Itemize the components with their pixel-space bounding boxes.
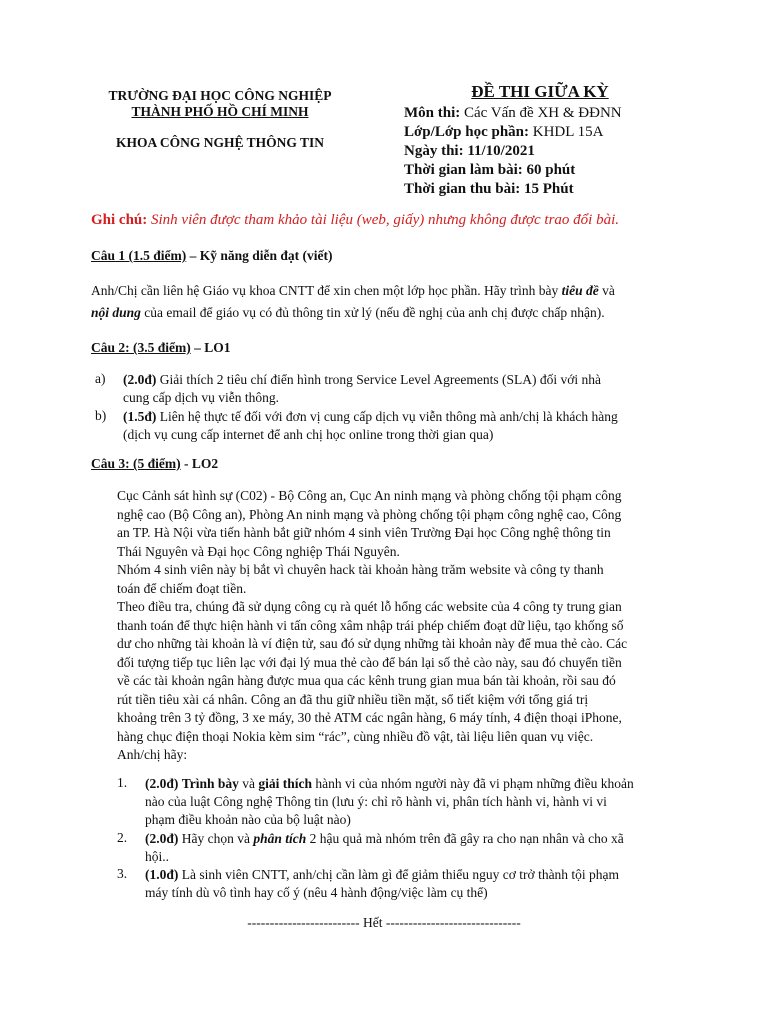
subject-row: Môn thi: Các Vấn đề XH & ĐĐNN: [404, 105, 622, 121]
q3-task-1: 1. (2.0đ) Trình bày và giải thích hành vi của nhóm người này đã vi phạm những điều khoản nào của luật Công nghệ Thông tin (lưu ý: chỉ rõ hành vi, phân tích hành vi, hành vi vi phạm điều khoản nào của bộ luật nào): [117, 775, 634, 827]
q1-heading: Câu 1 (1.5 điểm) – Kỹ năng diễn đạt (viết): [91, 248, 333, 263]
q3-heading: Câu 3: (5 điểm) - LO2: [91, 456, 219, 471]
end-marker: ------------------------- Hết ------------------------------: [247, 915, 521, 930]
collect-row: Thời gian thu bài: 15 Phút: [404, 181, 574, 197]
q2-item-a: a) (2.0đ) Giải thích 2 tiêu chí điển hình trong Service Level Agreements (SLA) đối với nhà cung cấp dịch vụ viễn thông.: [95, 371, 602, 405]
q2-heading: Câu 2: (3.5 điểm) – LO1: [91, 340, 231, 355]
note-text: Sinh viên được tham khảo tài liệu (web, giấy) nhưng không được trao đổi bài.: [151, 212, 619, 228]
q3-task-3: 3. (1.0đ) Là sinh viên CNTT, anh/chị cần làm gì để giảm thiểu nguy cơ trở thành tội phạm máy tính dù vô tình hay cố ý (nêu 4 hành động/việc làm cụ thể): [117, 866, 620, 900]
date-row: Ngày thi: 11/10/2021: [404, 143, 535, 159]
class-row: Lớp/Lớp học phần: KHDL 15A: [404, 124, 604, 140]
q3-body: Cục Cảnh sát hình sự (C02) - Bộ Công an, Cục An ninh mạng và phòng chống tội phạm công nghệ cao (Bộ Công an), Phòng An ninh mạng và phòng chống tội phạm công nghệ cao, Công an TP. Hà Nội vừa tiến hành bắt giữ nhóm 4 sinh viên Trường Đại học Công nghệ thông tin Thái Nguyên và Đại học Công nghiệp Thái Nguyên. Nhóm 4 sinh viên này bị bắt vì chuyên hack tài khoản hàng trăm website và công ty thanh toán để chiếm đoạt tiền. Theo điều tra, chúng đã sử dụng công cụ rà quét lỗ hổng các website của 4 công ty trung gian thanh toán để thực hiện hành vi tấn công xâm nhập trái phép chiếm đoạt dữ liệu, tạo khống số dư cho những tài khoản là ví điện tử, sau đó sử dụng những tài khoản này để mua thẻ cào. Các đối tượng tiếp tục liên lạc với đại lý mua thẻ cào để bán lại số thẻ cào này, sau đó chuyển tiền về các tài khoản ngân hàng được mua qua các kênh trung gian mua bán tài khoản, rồi sau đó rút tiền tiêu xài cá nhân. Công an đã thu giữ nhiều tiền mặt, sổ tiết kiệm với tổng giá trị khoảng trên 3 tỷ đồng, 3 xe máy, 30 thẻ ATM các ngân hàng, 6 máy tính, 4 điện thoại iPhone, hàng chục điện thoại Nokia kèm sim “rác”, cùng nhiều đồ vật, tài liệu liên quan vụ việc. Anh/chị hãy:: [117, 488, 628, 762]
exam-info: [404, 104, 622, 199]
school-name: [90, 88, 350, 120]
q2-item-b-marker: b): [95, 408, 107, 423]
school-line-1: TRƯỜNG ĐẠI HỌC CÔNG NGHIỆP: [108, 88, 332, 103]
q2-item-b: b) (1.5đ) Liên hệ thực tế đối với đơn vị cung cấp dịch vụ viễn thông mà anh/chị là khách hàng (dịch vụ cung cấp internet để anh chị học online trong thời gian qua): [95, 408, 618, 442]
q3-task-2: 2. (2.0đ) Hãy chọn và phân tích 2 hậu quả mà nhóm trên đã gây ra cho nạn nhân và cho xã hội..: [117, 830, 624, 864]
note: [91, 212, 619, 229]
school-line-2: THÀNH PHỐ HỒ CHÍ MINH: [131, 104, 309, 119]
note-label: Ghi chú:: [91, 212, 148, 228]
q1-body: Anh/Chị cần liên hệ Giáo vụ khoa CNTT để xin chen một lớp học phần. Hãy trình bày tiêu đề và nội dung của email để giáo vụ có đủ thông tin xử lý (nếu đề nghị của anh chị được chấp nhận).: [91, 283, 615, 320]
faculty-name: KHOA CÔNG NGHỆ THÔNG TIN: [115, 135, 325, 150]
q2-item-a-marker: a): [95, 371, 106, 386]
duration-row: Thời gian làm bài: 60 phút: [404, 162, 576, 178]
exam-title: ĐỀ THI GIỮA KỲ: [471, 82, 609, 101]
